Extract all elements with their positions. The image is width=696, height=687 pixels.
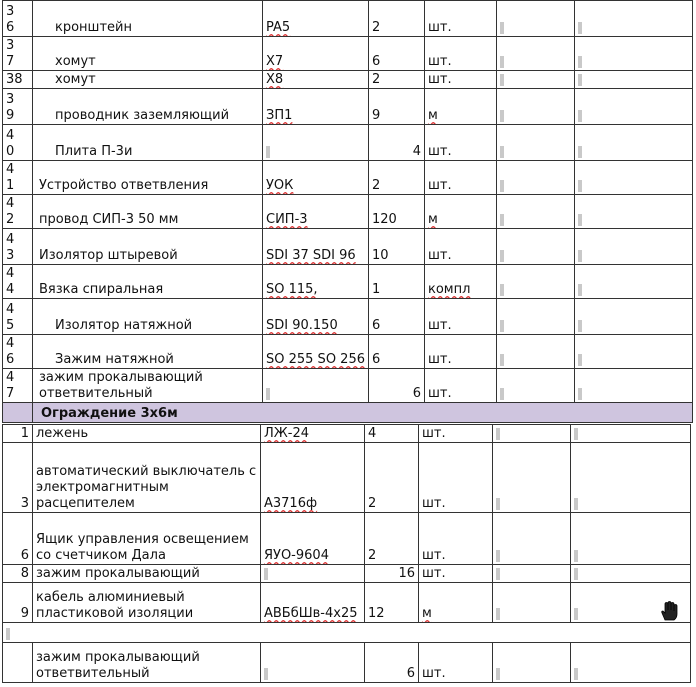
table-row bbox=[3, 125, 693, 161]
item-qty: 4 bbox=[365, 425, 419, 443]
item-code: PA5 bbox=[263, 1, 369, 37]
table-row bbox=[3, 623, 691, 643]
cell-marker-icon bbox=[266, 146, 270, 158]
item-unit: м bbox=[419, 583, 493, 623]
item-qty: 2 bbox=[365, 443, 419, 513]
item-code bbox=[263, 369, 369, 403]
item-unit: шт. bbox=[425, 299, 497, 335]
item-unit: компл bbox=[425, 265, 497, 299]
cell-marker-icon bbox=[500, 284, 504, 296]
table-row bbox=[3, 443, 691, 513]
cell-marker-icon bbox=[496, 608, 500, 620]
item-unit: шт. bbox=[425, 125, 497, 161]
empty-cell bbox=[575, 125, 693, 161]
empty-cell bbox=[497, 71, 575, 89]
cell-marker-icon bbox=[500, 320, 504, 332]
item-name: Изолятор натяжной bbox=[33, 299, 263, 335]
cell-marker-icon bbox=[500, 110, 504, 122]
item-qty: 6 bbox=[369, 37, 425, 71]
table-row bbox=[3, 425, 691, 443]
item-code: СИП-3 bbox=[263, 195, 369, 229]
item-code: X7 bbox=[263, 37, 369, 71]
table-row bbox=[3, 565, 691, 583]
cell-marker-icon bbox=[578, 354, 582, 366]
cell-marker-icon bbox=[6, 628, 10, 640]
table-row bbox=[3, 1, 693, 37]
cell-marker-icon bbox=[496, 550, 500, 562]
empty-cell bbox=[493, 643, 571, 683]
item-unit: шт. bbox=[425, 369, 497, 403]
row-number: 6 bbox=[3, 513, 33, 565]
row-number: 4 4 bbox=[3, 265, 33, 299]
row-number: 3 bbox=[3, 443, 33, 513]
table-row bbox=[3, 369, 693, 403]
cell-marker-icon bbox=[574, 498, 578, 510]
empty-cell bbox=[497, 229, 575, 265]
row-number: 4 6 bbox=[3, 335, 33, 369]
row-number bbox=[3, 643, 33, 683]
cell-marker-icon bbox=[500, 180, 504, 192]
hand-cursor-icon bbox=[658, 600, 680, 622]
item-unit: шт. bbox=[419, 513, 493, 565]
empty-cell bbox=[497, 37, 575, 71]
empty-cell bbox=[497, 161, 575, 195]
item-name: лежень bbox=[33, 425, 261, 443]
cell-marker-icon bbox=[264, 668, 268, 680]
cell-marker-icon bbox=[578, 250, 582, 262]
cell-marker-icon bbox=[578, 110, 582, 122]
item-code: ЛЖ-24 bbox=[261, 425, 365, 443]
cell-marker-icon bbox=[578, 146, 582, 158]
cell-marker-icon bbox=[496, 668, 500, 680]
empty-cell bbox=[571, 425, 691, 443]
cell-marker-icon bbox=[578, 320, 582, 332]
item-qty: 2 bbox=[369, 161, 425, 195]
item-name: зажим прокалывающий ответвительный bbox=[33, 369, 263, 403]
cell-marker-icon bbox=[578, 22, 582, 34]
cell-marker-icon bbox=[500, 250, 504, 262]
cell-marker-icon bbox=[500, 74, 504, 86]
row-number: 1 bbox=[3, 425, 33, 443]
item-name: зажим прокалывающий ответвительный bbox=[33, 643, 261, 683]
empty-cell bbox=[575, 37, 693, 71]
empty-cell bbox=[497, 125, 575, 161]
materials-table-upper bbox=[2, 0, 693, 403]
cell-marker-icon bbox=[496, 428, 500, 440]
item-name: зажим прокалывающий bbox=[33, 565, 261, 583]
blank-row-cell bbox=[3, 623, 691, 643]
empty-cell bbox=[497, 89, 575, 125]
cell-marker-icon bbox=[500, 56, 504, 68]
table-row bbox=[3, 335, 693, 369]
item-name: проводник заземляющий bbox=[33, 89, 263, 125]
empty-cell bbox=[497, 369, 575, 403]
table-row bbox=[3, 299, 693, 335]
item-name: Устройство ответвления bbox=[33, 161, 263, 195]
item-code: ЗП1 bbox=[263, 89, 369, 125]
row-number: 4 0 bbox=[3, 125, 33, 161]
item-name: Зажим натяжной bbox=[33, 335, 263, 369]
item-unit: шт. bbox=[419, 443, 493, 513]
cell-marker-icon bbox=[578, 74, 582, 86]
empty-cell bbox=[497, 335, 575, 369]
item-name: Ящик управления освещением со счетчиком Дала bbox=[33, 513, 261, 565]
item-unit: шт. bbox=[419, 565, 493, 583]
cell-marker-icon bbox=[500, 146, 504, 158]
cell-marker-icon bbox=[574, 568, 578, 580]
item-code: АВБбШв-4х25 bbox=[261, 583, 365, 623]
empty-cell bbox=[575, 89, 693, 125]
empty-cell bbox=[575, 1, 693, 37]
table-row bbox=[3, 643, 691, 683]
item-qty: 2 bbox=[369, 71, 425, 89]
cell-marker-icon bbox=[500, 354, 504, 366]
empty-cell bbox=[571, 643, 691, 683]
item-code bbox=[261, 565, 365, 583]
row-number: 38 bbox=[3, 71, 33, 89]
item-name: автоматический выключатель с электромагнитным расцепителем bbox=[33, 443, 261, 513]
item-code: SDI 37 SDI 96 bbox=[263, 229, 369, 265]
cell-marker-icon bbox=[574, 608, 578, 620]
row-number: 4 1 bbox=[3, 161, 33, 195]
item-name: Плита П-3и bbox=[33, 125, 263, 161]
row-number: 4 5 bbox=[3, 299, 33, 335]
item-unit: шт. bbox=[425, 229, 497, 265]
item-code bbox=[261, 643, 365, 683]
item-qty: 120 bbox=[369, 195, 425, 229]
empty-cell bbox=[571, 443, 691, 513]
item-qty: 6 bbox=[369, 369, 425, 403]
cell-marker-icon bbox=[578, 180, 582, 192]
cell-marker-icon bbox=[578, 388, 582, 400]
empty-cell bbox=[493, 425, 571, 443]
item-code: SO 115, bbox=[263, 265, 369, 299]
cell-marker-icon bbox=[500, 22, 504, 34]
cell-marker-icon bbox=[574, 668, 578, 680]
empty-cell bbox=[571, 513, 691, 565]
item-code: X8 bbox=[263, 71, 369, 89]
item-name: хомут bbox=[33, 71, 263, 89]
empty-cell bbox=[575, 299, 693, 335]
cell-marker-icon bbox=[500, 388, 504, 400]
empty-cell bbox=[497, 1, 575, 37]
item-qty: 12 bbox=[365, 583, 419, 623]
empty-cell bbox=[493, 565, 571, 583]
cell-marker-icon bbox=[496, 498, 500, 510]
table-row bbox=[3, 89, 693, 125]
item-unit: шт. bbox=[425, 335, 497, 369]
item-qty: 10 bbox=[369, 229, 425, 265]
item-unit: шт. bbox=[425, 37, 497, 71]
row-number: 9 bbox=[3, 583, 33, 623]
cell-marker-icon bbox=[574, 428, 578, 440]
empty-cell bbox=[575, 195, 693, 229]
item-qty: 2 bbox=[365, 513, 419, 565]
item-unit: м bbox=[425, 89, 497, 125]
item-qty: 6 bbox=[369, 299, 425, 335]
row-number: 8 bbox=[3, 565, 33, 583]
item-unit: шт. bbox=[425, 71, 497, 89]
item-unit: шт. bbox=[419, 425, 493, 443]
item-qty: 6 bbox=[369, 335, 425, 369]
item-qty: 1 bbox=[369, 265, 425, 299]
row-number: 3 9 bbox=[3, 89, 33, 125]
table-row bbox=[3, 71, 693, 89]
item-qty: 2 bbox=[369, 1, 425, 37]
item-unit: шт. bbox=[425, 1, 497, 37]
empty-cell bbox=[493, 443, 571, 513]
table-row bbox=[3, 161, 693, 195]
item-name: Вязка спиральная bbox=[33, 265, 263, 299]
section-num-cell bbox=[3, 403, 33, 423]
item-code: SDI 90.150 bbox=[263, 299, 369, 335]
row-number: 3 7 bbox=[3, 37, 33, 71]
table-row bbox=[3, 229, 693, 265]
empty-cell bbox=[575, 265, 693, 299]
row-number: 3 6 bbox=[3, 1, 33, 37]
section-title: Ограждение 3х6м bbox=[33, 403, 693, 423]
item-qty: 6 bbox=[365, 643, 419, 683]
materials-table-lower bbox=[2, 424, 691, 683]
table-row bbox=[3, 583, 691, 623]
empty-cell bbox=[497, 299, 575, 335]
item-unit: м bbox=[425, 195, 497, 229]
cell-marker-icon bbox=[578, 214, 582, 226]
table-row bbox=[3, 37, 693, 71]
item-qty: 9 bbox=[369, 89, 425, 125]
cell-marker-icon bbox=[266, 388, 270, 400]
item-code: УОК bbox=[263, 161, 369, 195]
item-qty: 4 bbox=[369, 125, 425, 161]
item-name: Изолятор штыревой bbox=[33, 229, 263, 265]
item-unit: шт. bbox=[425, 161, 497, 195]
empty-cell bbox=[497, 265, 575, 299]
item-name: кронштейн bbox=[33, 1, 263, 37]
table-row bbox=[3, 195, 693, 229]
row-number: 4 7 bbox=[3, 369, 33, 403]
cell-marker-icon bbox=[264, 568, 268, 580]
item-code: SO 255 SO 256 bbox=[263, 335, 369, 369]
empty-cell bbox=[571, 565, 691, 583]
empty-cell bbox=[493, 583, 571, 623]
row-number: 4 2 bbox=[3, 195, 33, 229]
item-name: провод СИП-3 50 мм bbox=[33, 195, 263, 229]
table-row bbox=[3, 265, 693, 299]
row-number: 4 3 bbox=[3, 229, 33, 265]
empty-cell bbox=[493, 513, 571, 565]
empty-cell bbox=[575, 161, 693, 195]
cell-marker-icon bbox=[496, 568, 500, 580]
item-code: ЯУО-9604 bbox=[261, 513, 365, 565]
table-row bbox=[3, 513, 691, 565]
empty-cell bbox=[575, 335, 693, 369]
item-name: хомут bbox=[33, 37, 263, 71]
empty-cell bbox=[497, 195, 575, 229]
cell-marker-icon bbox=[578, 284, 582, 296]
empty-cell bbox=[575, 71, 693, 89]
item-name: кабель алюминиевый пластиковой изоляции bbox=[33, 583, 261, 623]
item-unit: шт. bbox=[419, 643, 493, 683]
item-code bbox=[263, 125, 369, 161]
empty-cell bbox=[575, 229, 693, 265]
cell-marker-icon bbox=[500, 214, 504, 226]
empty-cell bbox=[575, 369, 693, 403]
cell-marker-icon bbox=[574, 550, 578, 562]
item-code: А3716ф bbox=[261, 443, 365, 513]
section-header-table bbox=[2, 402, 693, 423]
cell-marker-icon bbox=[578, 56, 582, 68]
item-qty: 16 bbox=[365, 565, 419, 583]
